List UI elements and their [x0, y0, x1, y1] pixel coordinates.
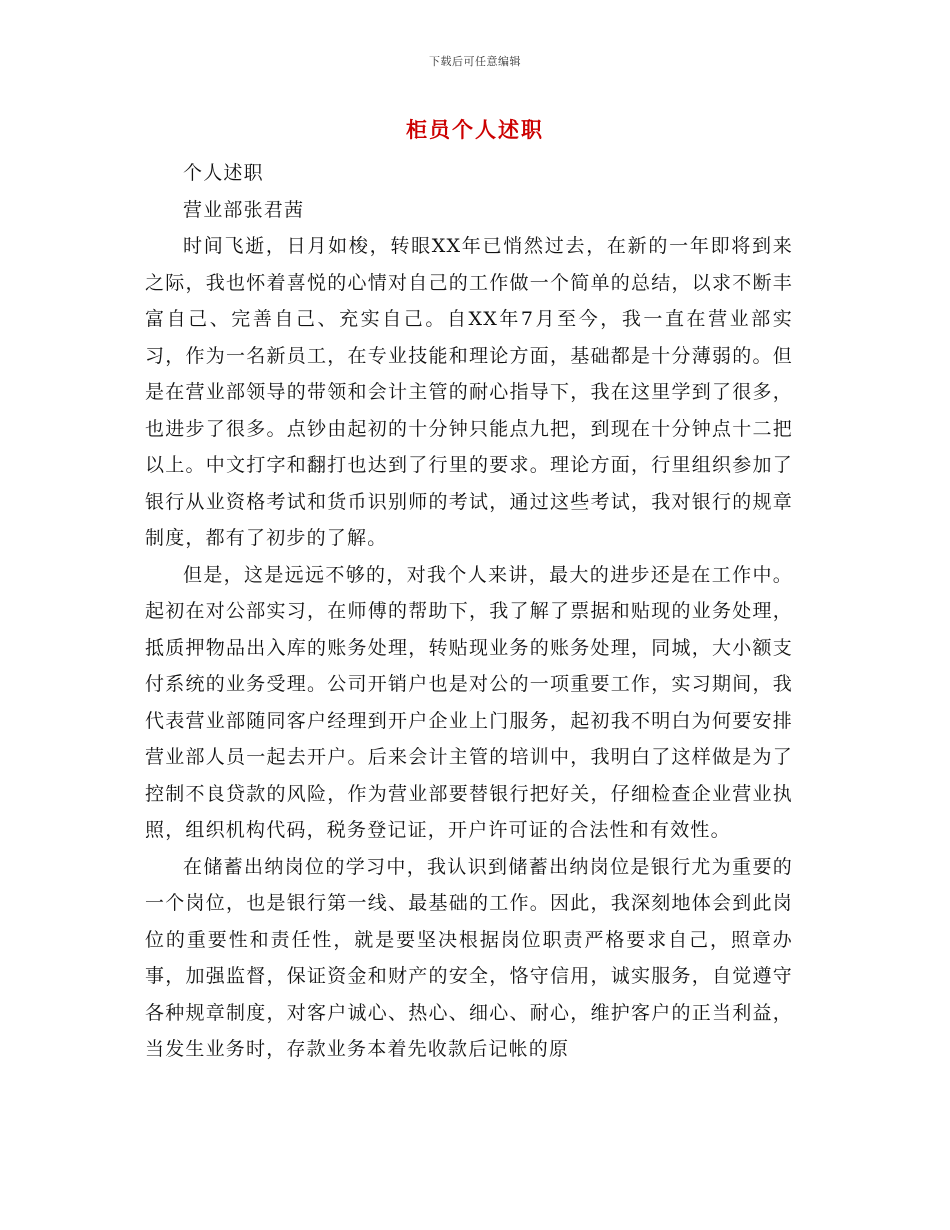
paragraph-3: 在储蓄出纳岗位的学习中，我认识到储蓄出纳岗位是银行尤为重要的一个岗位，也是银行第一线、最基础的工作。因此，我深刻地体会到此岗位的重要性和责任性，就是要坚决根据岗位职责严格要求自己，照章办事，加强监督，保证资金和财产的安全，恪守信用，诚实服务，自觉遵守各种规章制度，对客户诚心、热心、细心、耐心，维护客户的正当利益，当发生业务时，存款业务本着先收款后记帐的原	[145, 855, 793, 1060]
document-body	[145, 155, 793, 1068]
paragraph-1: 时间飞逝，日月如梭，转眼XX年已悄然过去，在新的一年即将到来之际，我也怀着喜悦的心情对自己的工作做一个简单的总结，以求不断丰富自己、完善自己、充实自己。自XX年7月至今，我一直在营业部实习，作为一名新员工，在专业技能和理论方面，基础都是十分薄弱的。但是在营业部领导的带领和会计主管的耐心指导下，我在这里学到了很多，也进步了很多。点钞由起初的十分钟只能点九把，到现在十分钟点十二把以上。中文打字和翻打也达到了行里的要求。理论方面，行里组织参加了银行从业资格考试和货币识别师的考试，通过这些考试，我对银行的规章制度，都有了初步的了解。	[145, 235, 793, 549]
document-title: 柜员个人述职	[406, 117, 544, 142]
paragraph-2: 但是，这是远远不够的，对我个人来讲，最大的进步还是在工作中。起初在对公部实习，在师傅的帮助下，我了解了票据和贴现的业务处理，抵质押物品出入库的账务处理，转贴现业务的账务处理，同城，大小额支付系统的业务受理。公司开销户也是对公的一项重要工作，实习期间，我代表营业部随同客户经理到开户企业上门服务，起初我不明白为何要安排营业部人员一起去开户。后来会计主管的培训中，我明白了这样做是为了控制不良贷款的风险，作为营业部要替银行把好关，仔细检查企业营业执照，组织机构代码，税务登记证，开户许可证的合法性和有效性。	[145, 563, 793, 841]
document-subtitle: 个人述职	[183, 162, 264, 184]
author-line: 营业部张君茜	[183, 198, 305, 221]
page-header-note: 下载后可任意编辑	[429, 55, 521, 68]
